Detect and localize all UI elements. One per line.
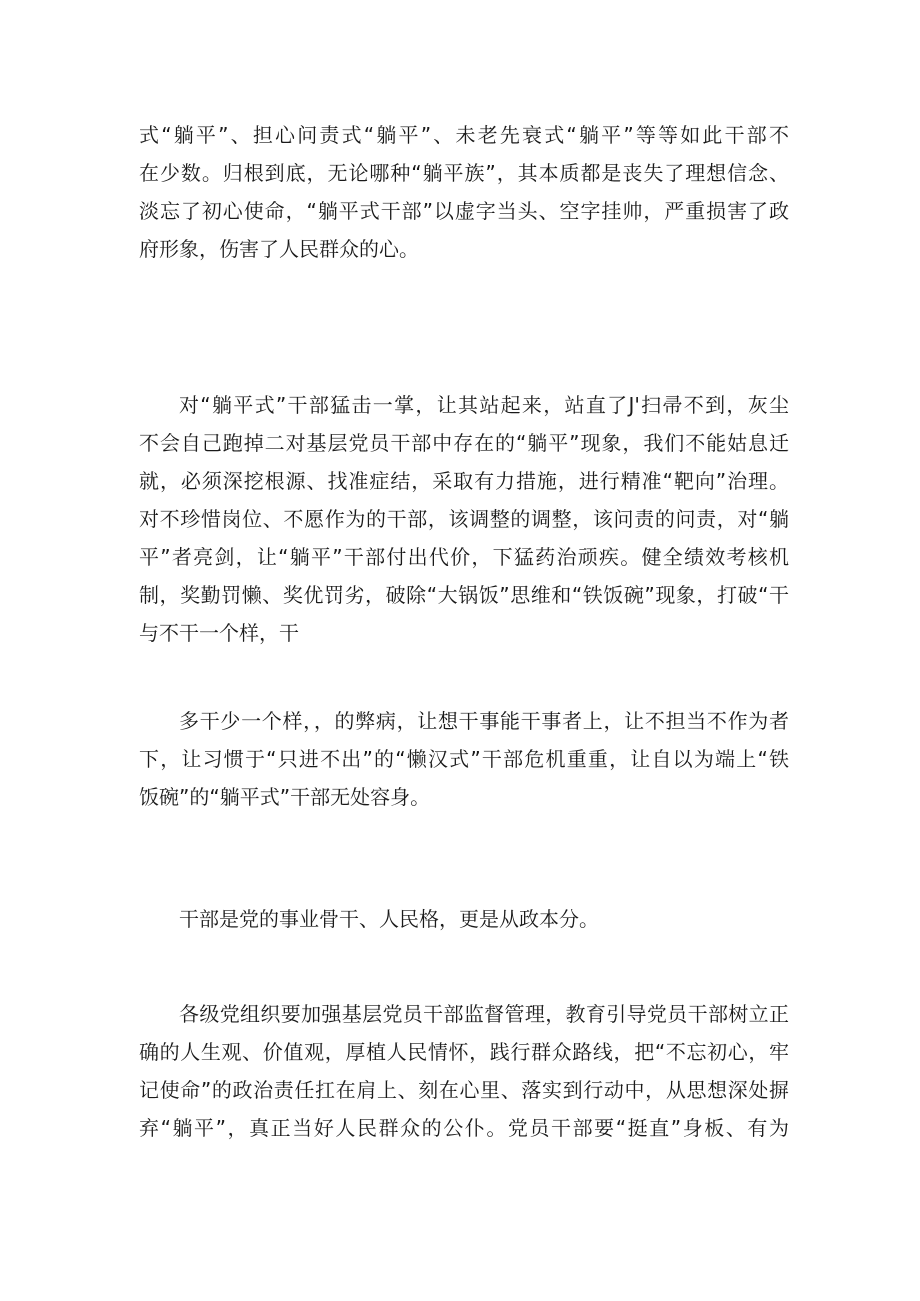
text-line: 不会自己跑掉二对基层党员干部中存在的“躺平”现象，我们不能姑息迁 xyxy=(139,431,789,455)
text-line: 式“躺平”、担心问责式“躺平”、未老先衰式“躺平”等等如此干部不 xyxy=(139,123,789,147)
paragraph-3 xyxy=(139,702,789,816)
paragraph-2 xyxy=(139,386,789,652)
paragraph-1 xyxy=(139,116,789,268)
text-line: 制，奖勤罚懒、奖优罚劣，破除“大锅饭”思维和“铁饭碗”现象，打破“干 xyxy=(139,583,789,607)
text-line: 干部是党的事业骨干、人民格，更是从政本分。 xyxy=(179,907,599,931)
paragraph-4 xyxy=(139,900,789,938)
text-line: 淡忘了初心使命，“躺平式干部”以虚字当头、空字挂帅，严重损害了政 xyxy=(139,199,789,223)
text-line: 对“躺平式”干部猛击一掌，让其站起来，站直了J'扫帚不到，灰尘 xyxy=(179,393,789,417)
text-line: 记使命”的政治责任扛在肩上、刻在心里、落实到行动中，从思想深处摒 xyxy=(139,1078,789,1102)
text-line: 平”者亮剑，让“躺平”干部付出代价，下猛药治顽疾。健全绩效考核机 xyxy=(139,545,789,569)
text-line: 饭碗”的“躺平式”干部无处容身。 xyxy=(139,785,431,809)
text-line: 各级党组织要加强基层党员干部监督管理，教育引导党员干部树立正 xyxy=(179,1002,789,1026)
text-line: 与不干一个样，干 xyxy=(139,621,299,645)
text-line: 府形象，伤害了人民群众的心。 xyxy=(139,237,419,261)
text-line: 确的人生观、价值观，厚植人民情怀，践行群众路线，把“不忘初心，牢 xyxy=(139,1040,789,1064)
text-line: 对不珍惜岗位、不愿作为的干部，该调整的调整，该问责的问责，对“躺 xyxy=(139,507,789,531)
text-line: 在少数。归根到底，无论哪种“躺平族”，其本质都是丧失了理想信念、 xyxy=(139,161,789,185)
text-line: 就，必须深挖根源、找准症结，采取有力措施，进行精准“靶向”治理。 xyxy=(139,469,789,493)
text-line: 弃“躺平”，真正当好人民群众的公仆。党员干部要“挺直”身板、有为 xyxy=(139,1116,789,1140)
text-line: 多干少一个样，，的弊病，让想干事能干事者上，让不担当不作为者 xyxy=(179,709,789,733)
text-line: 下，让习惯于“只进不出”的“懒汉式”干部危机重重，让自以为端上“铁 xyxy=(139,747,789,771)
paragraph-5 xyxy=(139,995,789,1147)
